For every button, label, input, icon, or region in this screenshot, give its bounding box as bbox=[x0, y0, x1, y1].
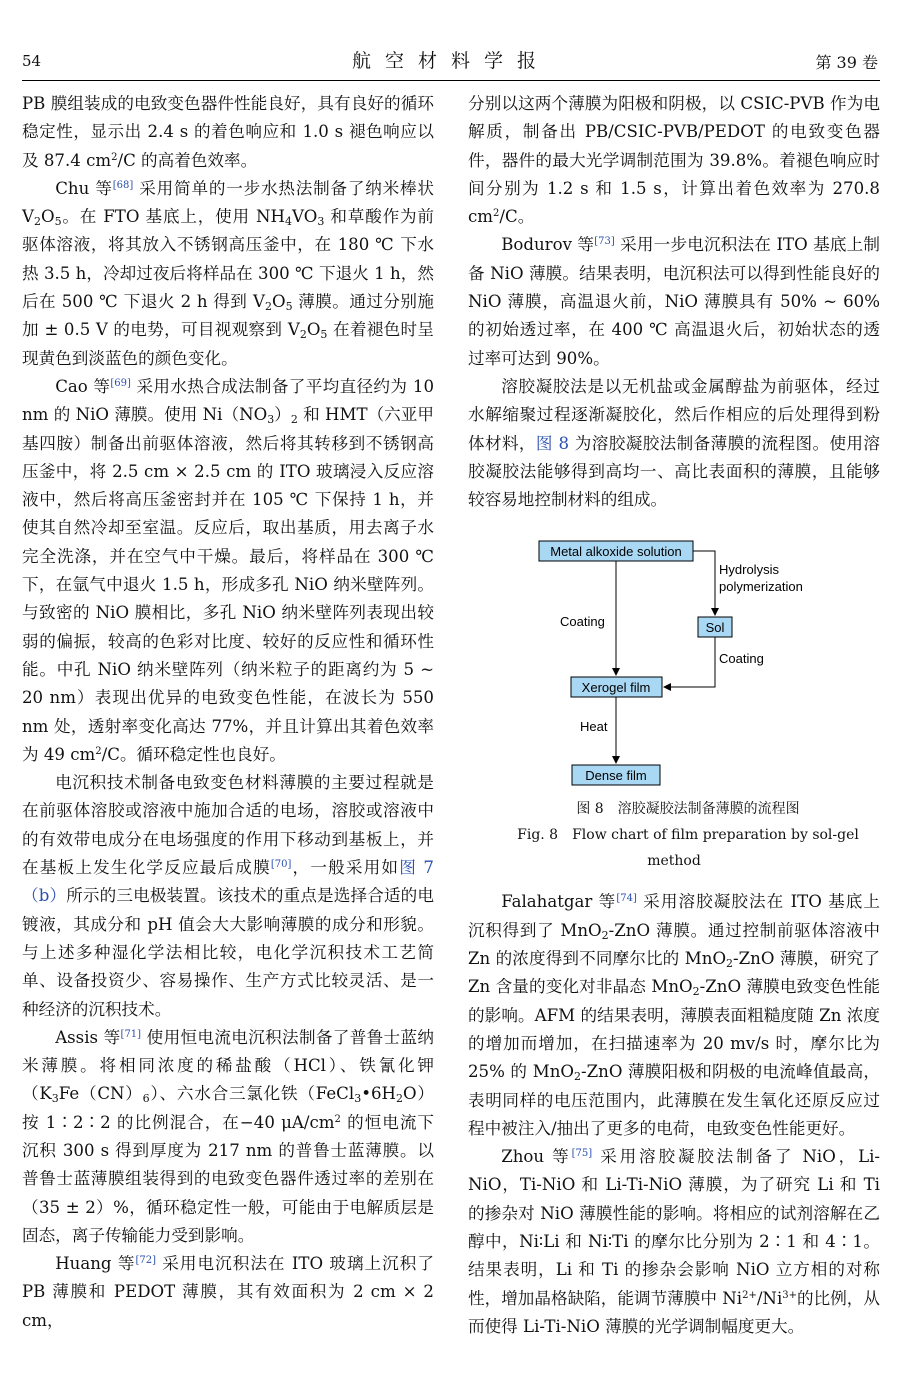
paragraph: Huang 等[72] 采用电沉积法在 ITO 玻璃上沉积了 PB 薄膜和 PEDOT 薄膜，其有效面积为 2 cm × 2 cm， bbox=[22, 1254, 434, 1330]
citation-link[interactable]: [74] bbox=[616, 893, 637, 905]
right-column bbox=[468, 90, 880, 1341]
label-coating-left: Coating bbox=[560, 614, 605, 630]
citation-link[interactable]: [71] bbox=[120, 1028, 142, 1040]
label-polymerization: polymerization bbox=[719, 579, 803, 595]
figure-8-flowchart bbox=[468, 538, 880, 790]
label-heat: Heat bbox=[580, 719, 608, 735]
citation-link[interactable]: [70] bbox=[270, 859, 292, 871]
label-coating-right: Coating bbox=[719, 651, 764, 667]
box-sol-label: Sol bbox=[705, 620, 725, 636]
figure-link[interactable]: 图 8 bbox=[535, 433, 570, 453]
flowchart-svg bbox=[468, 538, 880, 790]
paragraph: 分别以这两个薄膜为阳极和阴极，以 CSIC-PVB 作为电解质，制备出 PB/CSIC-PVB/PEDOT 的电致变色器件，器件的最大光学调制范围为 39.8%。着褪色响应时间分别为 1.2 s 和 1.5 s，计算出着色效率为 270.8 $cm^2/C$。 bbox=[468, 94, 880, 227]
box-dense-label: Dense film bbox=[585, 768, 647, 784]
paragraph: Zhou 等[75] 采用溶胶凝胶法制备了 NiO，Li-NiO，Ti-NiO 和 Li-Ti-NiO 薄膜，为了研究 Li 和 Ti 的掺杂对 NiO 薄膜性能的影响。将相应的试剂溶解在乙醇中，Ni∶Li 和 Ni∶Ti 的摩尔比分别为 2∶1 和 4∶1。结果表明，Li 和 Ti 的掺杂会影响 NiO 立方相的对称性，增加晶格缺陷，能调节薄膜中 $Ni^{2+}/Ni^{3+}$的比例，从而使得 Li-Ti-NiO 薄膜的光学调制幅度更大。 bbox=[468, 1147, 880, 1336]
label-hydrolysis: Hydrolysis bbox=[719, 562, 779, 578]
citation-link[interactable]: [73] bbox=[594, 236, 615, 248]
paragraph: PB 膜组装成的电致变色器件性能良好，具有良好的循环稳定性，显示出 2.4 s 的着色响应和 1.0 s 褪色响应以及 87.4 $cm^2/C$ 的高着色效率。 bbox=[22, 94, 434, 170]
box-metal-alkoxide-label: Metal alkoxide solution bbox=[550, 544, 682, 560]
paragraph: 电沉积技术制备电致变色材料薄膜的主要过程就是在前驱体溶胶或溶液中施加合适的电场，溶胶或溶液中的有效带电成分在电场强度的作用下移动到基板上，并在基板上发生化学反应最后成膜[70]，一般采用如图 7（b）所示的三电极装置。该技术的重点是选择合适的电镀液，其成分和 pH 值会大大影响薄膜的成分和形貌。与上述多种湿化学法相比较，电化学沉积技术工艺简单、设备投资少、容易操作、生产方式比较灵活、是一种经济的沉积技术。 bbox=[22, 773, 434, 1019]
arrow-sol-to-xerogel bbox=[664, 637, 715, 687]
paragraph: Cao 等[69] 采用水热合成法制备了平均直径约为 10 nm 的 NiO 薄膜。使用 $Ni(NO_3)_2$ 和 HMT（六亚甲基四胺）制备出前驱体溶液，然后将其转移到不锈钢高压釜中，将 2.5 cm × 2.5 cm 的 ITO 玻璃浸入反应溶液中，然后将高压釜密封并在 105 ℃ 下保持 1 h，并使其自然冷却至室温。反应后，取出基质，用去离子水完全洗涤，并在空气中干燥。最后，将样品在 300 ℃ 下，在氩气中退火 1.5 h，形成多孔 NiO 纳米壁阵列。与致密的 NiO 膜相比，多孔 NiO 纳米壁阵列表现出较弱的偏振，较高的色彩对比度、较好的反应性和循环性能。中孔 NiO 纳米壁阵列（纳米粒子的距离约为 5 ~ 20 nm）表现出优异的电致变色性能，在波长为 550 nm 处，透射率变化高达 77%，并且计算出其着色效率为 49 $cm^2/C$。循环稳定性也良好。 bbox=[22, 376, 434, 764]
header-rule bbox=[22, 80, 880, 81]
citation-link[interactable]: [72] bbox=[135, 1255, 156, 1267]
page-number: 54 bbox=[22, 52, 42, 70]
paragraph: 溶胶凝胶法是以无机盐或金属醇盐为前驱体，经过水解缩聚过程逐渐凝胶化，然后作相应的后处理得到粉体材料，图 8 为溶胶凝胶法制备薄膜的流程图。使用溶胶凝胶法能够得到高均一、高比表面积的薄膜，且能够较容易地控制材料的组成。 bbox=[468, 376, 881, 510]
journal-title: 航空材料学报 bbox=[351, 50, 550, 72]
volume-label: 第 39 卷 bbox=[815, 53, 878, 72]
citation-link[interactable]: [75] bbox=[571, 1148, 593, 1160]
figure-link[interactable]: 图 7（b） bbox=[22, 858, 434, 906]
citation-link[interactable]: [69] bbox=[110, 377, 131, 389]
paragraph: Falahatgar 等[74] 采用溶胶凝胶法在 ITO 基底上沉积得到了 MnO$_2$-ZnO 薄膜。通过控制前驱体溶液中 Zn 的浓度得到不同摩尔比的 MnO$_2$-ZnO 薄膜，研究了 Zn 含量的变化对非晶态 MnO$_2$-ZnO 薄膜电致变色性能的影响。AFM 的结果表明，薄膜表面粗糙度随 Zn 浓度的增加而增加，在扫描速率为 20 mv/s 时，摩尔比为 25% 的 MnO$_2$-ZnO 薄膜阳极和阴极的电流峰值最高，表明同样的电压范围内，此薄膜在发生氧化还原反应过程中被注入/抽出了更多的电荷，电致变色性能更好。 bbox=[468, 892, 881, 1138]
left-column bbox=[22, 90, 434, 1335]
citation-link[interactable]: [68] bbox=[112, 179, 134, 191]
figure-caption-cn: 图 8 溶胶凝胶法制备薄膜的流程图 bbox=[576, 801, 800, 818]
box-xerogel-label: Xerogel film bbox=[581, 680, 651, 696]
paragraph: Assis 等[71] 使用恒电流电沉积法制备了普鲁士蓝纳米薄膜。将相同浓度的稀盐酸（HCl）、铁氰化钾$(K_3Fe(CN)_6)$、六水合三氯化铁$(FeCl_3•6H_2O)$按 1∶2∶2 的比例混合，在−40 $\mu A/cm^2$ 的恒电流下沉积 300 s 得到厚度为 217 nm 的普鲁士蓝薄膜。以普鲁士蓝薄膜组装得到的电致变色器件透过率的差别在（35 ± 2）%，循环稳定性一般，可能由于电解质层是固态，离子传输能力受到影响。 bbox=[22, 1027, 435, 1245]
paragraph: Chu 等[68] 采用简单的一步水热法制备了纳米棒状 $V_2O_5$。在 FTO 基底上，使用 $NH_4VO_3$ 和草酸作为前驱体溶液，将其放入不锈钢高压釜中，在 180 ℃ 下水热 3.5 h，冷却过夜后将样品在 300 ℃ 下退火 1 h，然后在 500 ℃ 下退火 2 h 得到 $V_2O_5$ 薄膜。通过分别施加 ± 0.5 V 的电势，可目视观察到 $V_2O_5$ 在着褪色时呈现黄色到淡蓝色的颜色变化。 bbox=[22, 178, 435, 368]
arrow-metal-to-sol bbox=[693, 551, 715, 615]
page-header bbox=[0, 0, 902, 80]
paragraph: Bodurov 等[73] 采用一步电沉积法在 ITO 基底上制备 NiO 薄膜。结果表明，电沉积法可以得到性能良好的 NiO 薄膜，高温退火前，NiO 薄膜具有 50% ~ 60% 的初始透过率，在 400 ℃ 高温退火后，初始状态的透过率可达到 90%。 bbox=[468, 235, 880, 368]
figure-caption-en: Fig. 8 Flow chart of film preparation by sol-gel method bbox=[517, 827, 859, 870]
